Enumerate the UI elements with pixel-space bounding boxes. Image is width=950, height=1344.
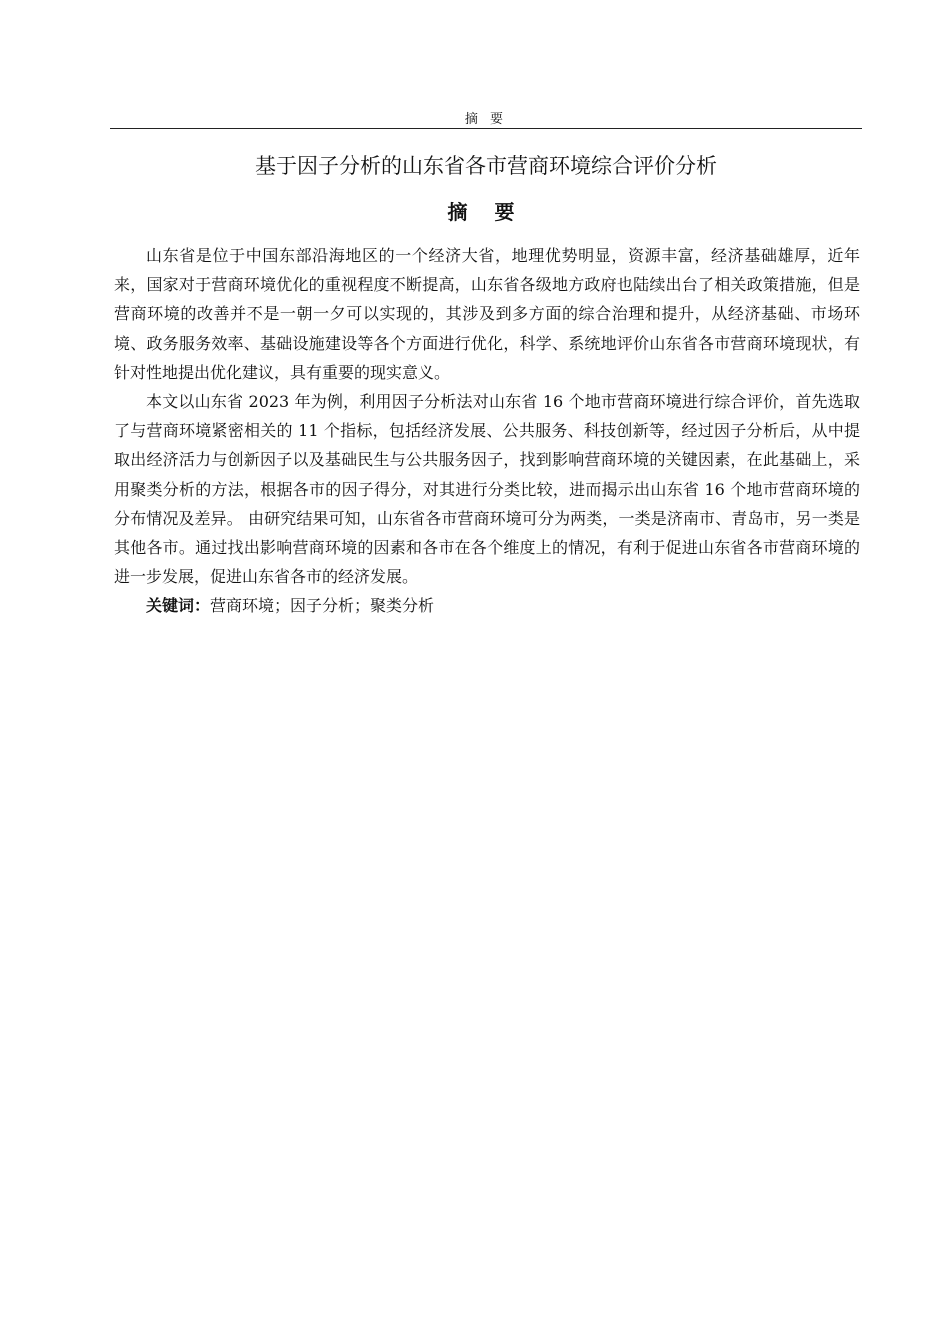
abstract-paragraph: 山东省是位于中国东部沿海地区的一个经济大省，地理优势明显，资源丰富，经济基础雄厚，近年来，国家对于营商环境优化的重视程度不断提高，山东省各级地方政府也陆续出台了相关政策措施，但是营商环境的改善并不是一朝一夕可以实现的，其涉及到多方面的综合治理和提升，从经济基础、市场环境、政务服务效率、基础设施建设等各个方面进行优化，科学、系统地评价山东省各市营商环境现状，有针对性地提出优化建议，具有重要的现实意义。	[114, 246, 860, 382]
abstract-body	[114, 241, 860, 621]
abstract-heading: 摘 要	[447, 200, 525, 224]
keywords-text: 营商环境；因子分析；聚类分析	[210, 596, 435, 616]
abstract-paragraph: 本文以山东省 2023 年为例，利用因子分析法对山东省 16 个地市营商环境进行综合评价，首先选取了与营商环境紧密相关的 11 个指标，包括经济发展、公共服务、科技创新等，经过因子分析后，从中提取出经济活力与创新因子以及基础民生与公共服务因子，找到影响营商环境的关键因素，在此基础上，采用聚类分析的方法，根据各市的因子得分，对其进行分类比较，进而揭示出山东省 16 个地市营商环境的分布情况及差异。 由研究结果可知，山东省各市营商环境可分为两类，一类是济南市、青岛市，另一类是其他各市。通过找出影响营商环境的因素和各市在各个维度上的情况，有利于促进山东省各市营商环境的进一步发展，促进山东省各市的经济发展。	[114, 392, 860, 587]
keywords-line	[114, 591, 860, 620]
keywords-label: 关键词：	[146, 596, 211, 616]
running-header: 摘 要	[464, 112, 508, 127]
header-rule	[110, 128, 862, 129]
paper-title: 基于因子分析的山东省各市营商环境综合评价分析	[255, 154, 717, 178]
